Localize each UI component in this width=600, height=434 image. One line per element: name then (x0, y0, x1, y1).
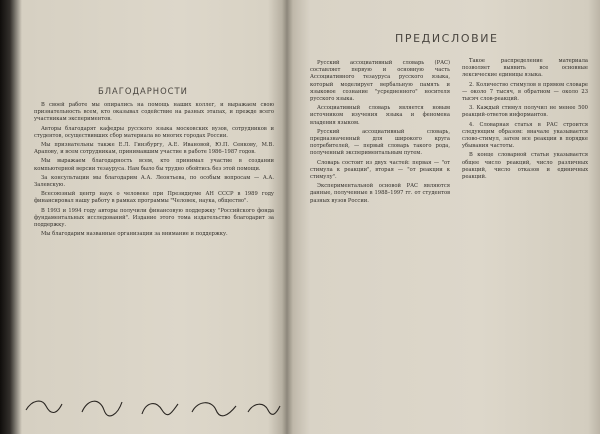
column1-paragraph: Русский ассоциативный словарь (РАС) составляет первую и основную часть Ассоциативного тезауруса русского языка, который моделирует вербальную память и языковое сознание "усредненного" носителя русского языка. (310, 60, 450, 103)
left-paragraph: Авторы благодарят кафедры русского языка московских вузов, сотрудников и студентов, осуществивших сбор материала во многих городах России. (34, 125, 274, 139)
column1-paragraph: Экспериментальной основой РАС являются данные, полученные в 1988–1997 гг. от студентов разных вузов России. (310, 183, 450, 204)
left-page-body (34, 102, 274, 240)
column1-paragraph: Ассоциативный словарь является новым источником изучения языка и феномена владения языком. (310, 105, 450, 126)
column2-paragraph: 2. Количество стимулов в прямом словаре — около 7 тысяч, в обратном — около 23 тысяч слов-реакций. (462, 81, 588, 103)
left-paragraph: Всесоюзный центр наук о человеке при Президиуме АН СССР в 1989 году финансировал нашу работу в рамках программы "Человек, наука, общество". (34, 191, 274, 205)
left-paragraph: Мы выражаем благодарность всем, кто принимал участие в создании компьютерной версии тезауруса. Нам было бы трудно обойтись без этой помощи. (34, 158, 274, 172)
left-paragraph: Мы благодарим названные организации за внимание и поддержку. (41, 231, 228, 238)
signatures-svg (22, 392, 282, 422)
column2-paragraph: 3. Каждый стимул получил не менее 500 реакций-ответов информантов. (462, 105, 588, 119)
right-page-column-1 (310, 60, 450, 207)
left-paragraph: В своей работе мы опирались на помощь наших коллег, и выражаем свою признательность всем, кто оказывал содействие на разных этапах, и прежде всего участникам экспериментов. (34, 102, 274, 123)
column2-paragraph: В конце словарной статьи указывается общее число реакций, число различных реакций, число отказов и единичных реакций. (462, 152, 588, 181)
left-page-header-text (96, 22, 244, 40)
right-page-title: ПРЕДИСЛОВИЕ (395, 32, 499, 45)
left-page-title: БЛАГОДАРНОСТИ (98, 86, 188, 96)
left-paragraph: За консультации мы благодарим А.А. Леонтьева, по особым вопросам — А.А. Залевскую. (34, 174, 274, 189)
column1-paragraph: Русский ассоциативный словарь, предназначенный для широкого круга потребителей, — первый словарь такого рода, полученный экспериментальным путем. (310, 128, 450, 157)
right-page-column-2 (462, 58, 588, 183)
signatures-row (22, 392, 282, 422)
column2-paragraph: 4. Словарная статья в РАС строится следующим образом: вначале указывается слово-стимул, затем все реакции в порядке убывания частоты. (462, 121, 588, 150)
column2-paragraph: Такое распределение материала позволяет выявить все основные лексические единицы языка. (462, 58, 588, 79)
column1-paragraph: Словарь состоит из двух частей: первая — "от стимула к реакции", вторая — "от реакции к стимулу". (310, 159, 450, 181)
left-paragraph: В 1993 и 1994 году авторы получили финансовую поддержку "Российского фонда фундаментальных исследований". Издание этого тома издательство благодарит за поддержку. (34, 207, 274, 229)
left-paragraph: Мы признательны также Е.Л. Гинзбургу, А.Е. Ивановой, Ю.П. Сенкову, М.В. Арапову, и всем сотрудникам, принимавшим участие в работе 1986–1987 годов. (34, 142, 274, 156)
